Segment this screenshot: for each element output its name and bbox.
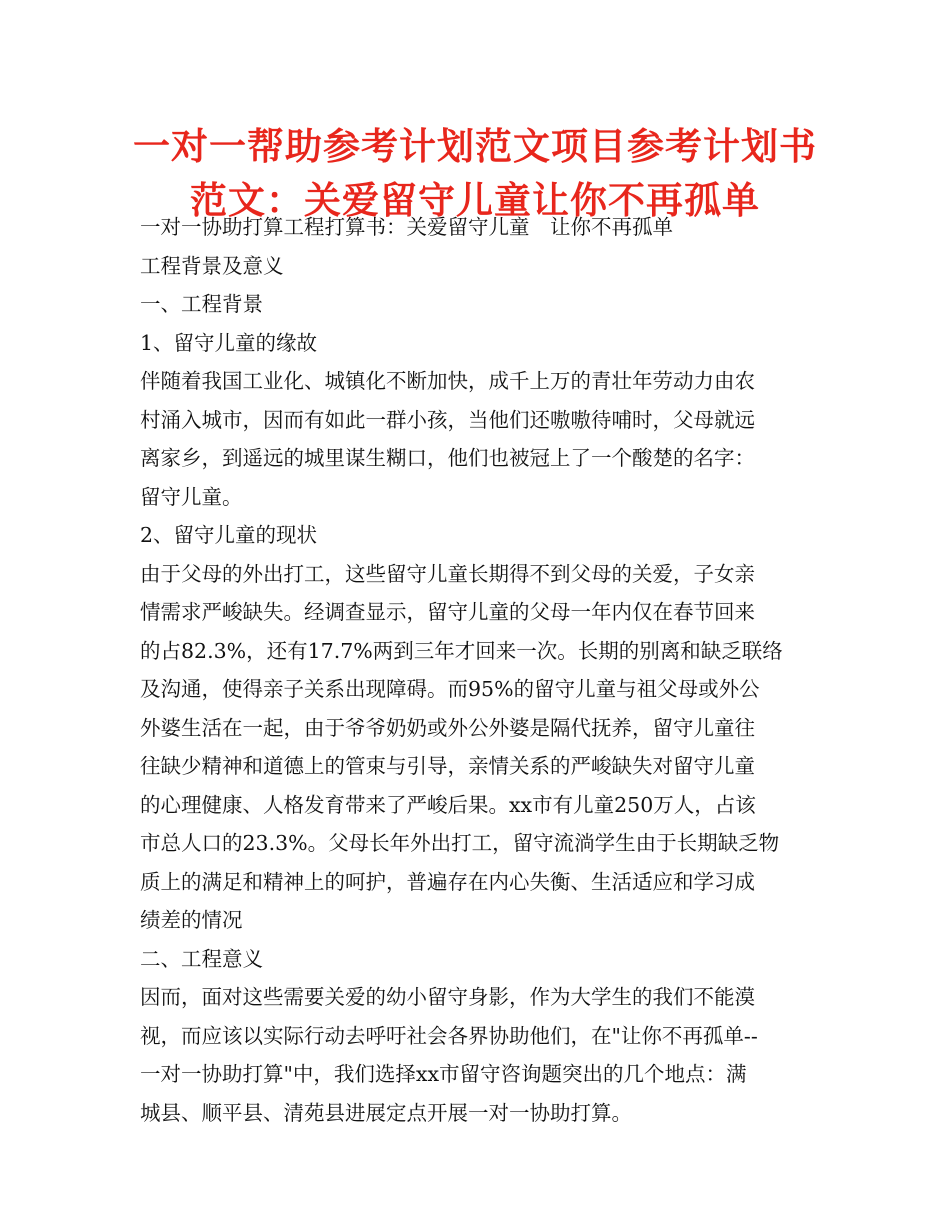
document-body bbox=[140, 208, 812, 1132]
paragraph-line: 情需求严峻缺失。经调查显示，留守儿童的父母一年内仅在春节回来 bbox=[140, 600, 755, 624]
paragraph-line: 城县、顺平县、清苑县进展定点开展一对一协助打算。 bbox=[140, 1100, 632, 1125]
heading-section-1: 一、工程背景 bbox=[140, 292, 263, 316]
paragraph-line: 村涌入城市，因而有如此一群小孩，当他们还嗷嗷待哺时，父母就远 bbox=[140, 407, 755, 432]
paragraph-line: 绩差的情况 bbox=[140, 908, 243, 932]
heading-1-2: 2、留守儿童的现状 bbox=[140, 523, 318, 547]
heading-background-significance: 工程背景及意义 bbox=[140, 253, 284, 278]
paragraph-line: 市总人口的23.3%。父母长年外出打工，留守流淌学生由于长期缺乏物 bbox=[140, 831, 780, 855]
paragraph-line: 由于父母的外出打工，这些留守儿童长期得不到父母的关爱，子女亲 bbox=[140, 561, 755, 586]
paragraph-line: 离家乡，到遥远的城里谋生糊口，他们也被冠上了一个酸楚的名字： bbox=[140, 446, 755, 470]
title-line: 范文：关爱留守儿童让你不再孤单 bbox=[190, 179, 760, 222]
paragraph-line: 视，而应该以实际行动去呼吁社会各界协助他们，在"让你不再孤单-- bbox=[140, 1023, 758, 1048]
paragraph-1-1 bbox=[140, 362, 812, 516]
document-subtitle: 一对一协助打算工程打算书：关爱留守儿童 让你不再孤单 bbox=[140, 215, 673, 239]
paragraph-line: 因而，面对这些需要关爱的幼小留守身影，作为大学生的我们不能漠 bbox=[140, 985, 755, 1009]
paragraph-line: 往缺少精神和道德上的管束与引导，亲情关系的严峻缺失对留守儿童 bbox=[140, 754, 755, 778]
heading-1-1: 1、留守儿童的缘故 bbox=[140, 330, 318, 355]
paragraph-line: 外婆生活在一起，由于爷爷奶奶或外公外婆是隔代抚养，留守儿童往 bbox=[140, 715, 755, 740]
paragraph-line: 质上的满足和精神上的呵护，普遍存在内心失衡、生活适应和学习成 bbox=[140, 869, 755, 894]
paragraph-line: 的占82.3%，还有17.7%两到三年才回来一次。长期的别离和缺乏联络 bbox=[140, 638, 783, 663]
paragraph-2 bbox=[140, 978, 812, 1132]
paragraph-line: 及沟通，使得亲子关系出现障碍。而95%的留守儿童与祖父母或外公 bbox=[140, 677, 760, 701]
heading-section-2: 二、工程意义 bbox=[140, 946, 263, 971]
paragraph-1-2 bbox=[140, 555, 812, 940]
paragraph-line: 一对一协助打算"中，我们选择xx市留守咨询题突出的几个地点：满 bbox=[140, 1062, 747, 1086]
paragraph-line: 留守儿童。 bbox=[140, 484, 243, 509]
paragraph-line: 伴随着我国工业化、城镇化不断加快，成千上万的青壮年劳动力由农 bbox=[140, 369, 755, 393]
title-line: 一对一帮助参考计划范文项目参考计划书 bbox=[133, 125, 817, 168]
paragraph-line: 的心理健康、人格发育带来了严峻后果。xx市有儿童250万人，占该 bbox=[140, 792, 756, 817]
